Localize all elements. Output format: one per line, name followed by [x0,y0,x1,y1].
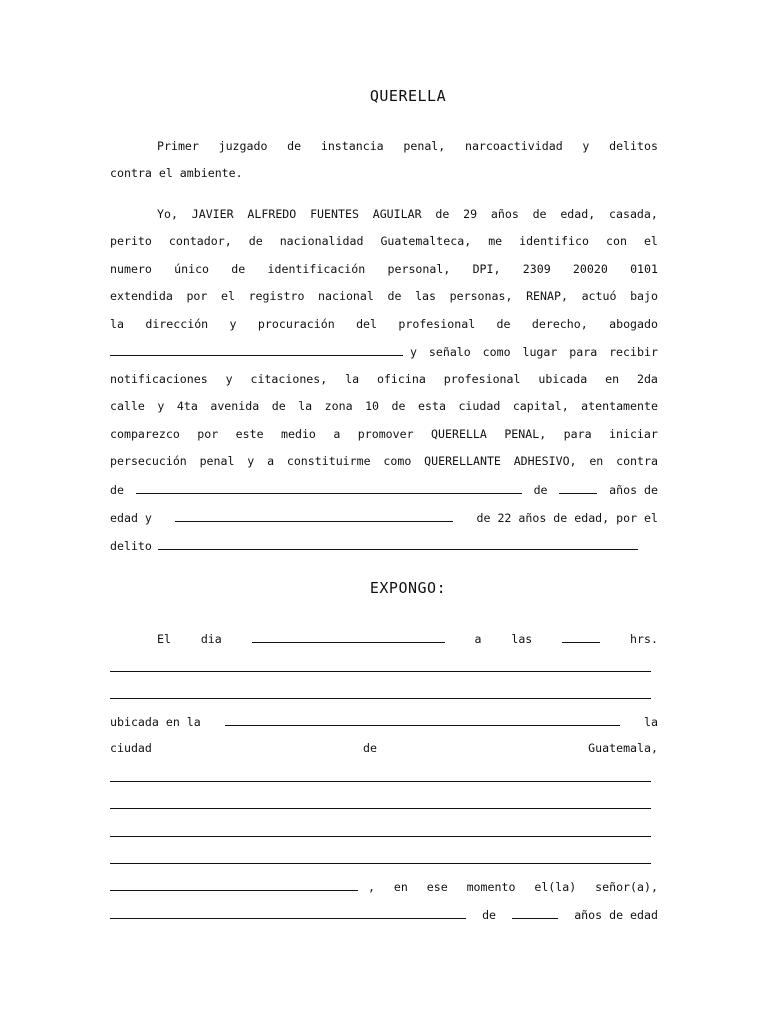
de-label: de [110,483,124,497]
moment-text [368,880,658,894]
body-line-10-word: a [267,454,275,468]
body-line-4-word: personas, [449,289,513,303]
body-line-7-word: notificaciones [110,372,208,386]
body-line-9-word: promover [357,427,414,441]
expongo-line-ciudad [110,741,658,755]
body-line-10-word: persecución [110,454,187,468]
body-line-6-text-word: señalo [428,345,471,359]
body-line-2-word: el [643,234,658,248]
person-age-blank[interactable] [512,907,558,919]
moment-word: momento [466,880,516,894]
body-line-2-word: con [605,234,627,248]
body-line-4-word: por [186,289,208,303]
body-line-9-word: comparezco [110,427,180,441]
delito-label: delito [110,539,152,553]
intro-line-1-word: de [287,139,302,153]
location-blank[interactable] [225,714,620,726]
body-line-11 [110,482,658,497]
body-line-9-word: iniciar [609,427,658,441]
intro-line-1-word: Primer [157,139,199,153]
body-line-1-word: AGUILAR [372,207,422,221]
body-line-5-word: dirección [145,317,209,331]
date-blank[interactable] [252,631,445,643]
ubicada-label: ubicada en la [110,715,201,729]
body-line-7-word: la [345,372,360,386]
body-line-5 [110,317,658,331]
la-label: la [644,715,658,729]
body-line-1-word: JAVIER [191,207,234,221]
body-line-7-word: oficina [376,372,426,386]
edad-y-label: edad y [110,511,152,525]
body-line-2 [110,234,658,248]
body-line-2-word: me [488,234,503,248]
body-line-9-word: PENAL, [504,427,547,441]
body-line-5-word: profesional [398,317,476,331]
intro-line-1-word: y [582,139,590,153]
body-line-3-word: 0101 [630,262,658,276]
body-line-3-word: numero [110,262,152,276]
moment-word: señor(a), [595,880,658,894]
body-line-8-word: esta [418,399,446,413]
body-line-8-word: 10 [365,399,380,413]
hrs-label: hrs. [630,632,658,646]
body-line-8-word: de [391,399,406,413]
body-line-4-word: extendida [110,289,173,303]
body-line-2-word: Guatemalteca, [380,234,472,248]
body-line-10-word: y [247,454,255,468]
body-line-5-word: procuración [257,317,335,331]
body-line-10-word: QUERELLANTE [424,454,501,468]
narrative-blank-1[interactable] [110,671,651,672]
body-line-5-word: del [356,317,378,331]
body-line-3-word: identificación [267,262,366,276]
body-line-8-word: zona [324,399,353,413]
dia-label: dia [200,632,222,646]
moment-word: en [393,880,408,894]
accused-age-blank[interactable] [559,482,597,494]
body-line-8-word: la [298,399,313,413]
age-22-text: de 22 años de edad, por el [476,511,658,525]
anos-de-label: años de [609,483,658,497]
body-line-10-word: penal [199,454,235,468]
body-line-8 [110,399,658,413]
section-title: EXPONGO: [369,579,447,597]
intro-line-1-word: juzgado [218,139,268,153]
expongo-line-ubicada [110,714,658,729]
las-label: las [511,632,533,646]
body-line-1-word: de [532,207,547,221]
body-line-9-word: medio [281,427,316,441]
body-line-2-word: identifico [519,234,589,248]
intro-line-1-word: penal, [403,139,446,153]
body-line-13 [110,538,658,553]
intro-line-1 [157,139,658,153]
body-line-12 [110,510,658,525]
body-line-7-word: profesional [443,372,521,386]
body-line-1-word: edad, [560,207,596,221]
expongo-line-person [110,907,658,922]
body-line-6-text [410,345,658,359]
body-line-1-word: ALFREDO [247,207,297,221]
ciudad-label: ciudad [110,741,152,755]
body-line-4-word: las [415,289,437,303]
body-line-3-word: 20020 [572,262,608,276]
body-line-2-word: contador, [168,234,232,248]
body-line-6 [110,344,658,359]
body-line-1-word: años [490,207,519,221]
body-line-9-word: por [197,427,219,441]
body-line-1-word: Yo, [157,207,178,221]
body-line-7-word: 2da [636,372,658,386]
body-line-2-word: de [248,234,263,248]
body-line-4-word: bajo [630,289,658,303]
intro-line-1-word: delitos [609,139,658,153]
body-line-6-text-word: recibir [609,345,658,359]
de-label-2: de [533,483,548,497]
body-line-3-word: de [231,262,246,276]
body-line-10-word: contra [616,454,658,468]
body-line-9 [110,427,658,441]
body-line-5-word: y [229,317,237,331]
body-line-5-word: derecho, [531,317,588,331]
body-line-8-word: calle [110,399,145,413]
intro-line-2: contra el ambiente. [110,166,243,180]
body-line-6-text-word: para [569,345,598,359]
body-line-8-word: y [157,399,165,413]
body-line-1-word: 29 [463,207,478,221]
intro-line-1-word: narcoactividad [464,139,563,153]
body-line-7-word: y [225,372,233,386]
body-line-4-word: actuó [581,289,617,303]
attorney-name-blank[interactable] [110,344,403,356]
body-line-8-word: 4ta [176,399,198,413]
body-line-7 [110,372,658,386]
body-line-4-word: registro [248,289,305,303]
body-line-5-word: de [496,317,511,331]
body-line-10 [110,454,658,468]
body-line-8-word: ciudad [458,399,501,413]
body-line-8-word: avenida [210,399,260,413]
body-line-7-word: citaciones, [250,372,328,386]
body-line-10-word: ADHESIVO, [513,454,577,468]
person-name-blank[interactable] [110,907,466,919]
body-line-10-word: como [383,454,412,468]
intro-line-1-word: instancia [320,139,384,153]
body-line-7-word: en [605,372,620,386]
body-line-2-word: perito [110,234,152,248]
body-line-3-word: personal, [387,262,451,276]
narrative-blank-4[interactable] [110,808,651,809]
guatemala-label: Guatemala, [588,741,658,755]
body-line-6-text-word: como [482,345,511,359]
body-line-4-word: de [387,289,402,303]
expongo-line-moment [110,879,658,894]
body-line-1 [157,207,658,221]
body-line-6-text-word: y [410,345,417,359]
body-line-9-word: a [333,427,341,441]
body-line-3 [110,262,658,276]
body-line-9-word: para [563,427,592,441]
body-line-5-word: la [110,317,124,331]
body-line-9-word: QUERELLA [431,427,487,441]
body-line-3-word: DPI, [472,262,501,276]
moment-word: ese [426,880,448,894]
body-line-5-word: abogado [609,317,658,331]
body-line-8-word: de [271,399,286,413]
de-city-label: de [363,741,378,755]
body-line-2-word: nacionalidad [279,234,364,248]
body-line-4-word: el [221,289,235,303]
body-line-3-word: único [174,262,210,276]
body-line-1-word: casada, [609,207,658,221]
narrative-blank-3[interactable] [110,781,651,782]
a-label: a [474,632,482,646]
document-title: QUERELLA [369,87,447,105]
body-line-4-word: RENAP, [526,289,568,303]
hour-blank[interactable] [562,631,600,643]
moment-blank[interactable] [110,879,358,891]
narrative-blank-6[interactable] [110,863,651,864]
second-accused-blank[interactable] [175,510,453,522]
moment-word: , [368,880,375,894]
body-line-6-text-word: lugar [522,345,558,359]
moment-word: el(la) [534,880,577,894]
el-label: El [157,632,171,646]
expongo-line-1 [157,631,658,646]
de-person-label: de [482,908,497,922]
body-line-1-word: de [435,207,450,221]
body-line-10-word: en [589,454,604,468]
accused-name-blank[interactable] [136,482,522,494]
narrative-blank-2[interactable] [110,698,651,699]
body-line-1-word: FUENTES [310,207,359,221]
body-line-4-word: nacional [318,289,374,303]
crime-blank[interactable] [158,538,638,550]
anos-edad-label: años de edad [574,908,658,922]
body-line-9-word: este [235,427,264,441]
body-line-8-word: atentamente [581,399,658,413]
narrative-blank-5[interactable] [110,836,651,837]
body-line-10-word: constituirme [286,454,371,468]
body-line-7-word: ubicada [538,372,588,386]
body-line-8-word: capital, [512,399,569,413]
body-line-4 [110,289,658,303]
body-line-3-word: 2309 [522,262,551,276]
